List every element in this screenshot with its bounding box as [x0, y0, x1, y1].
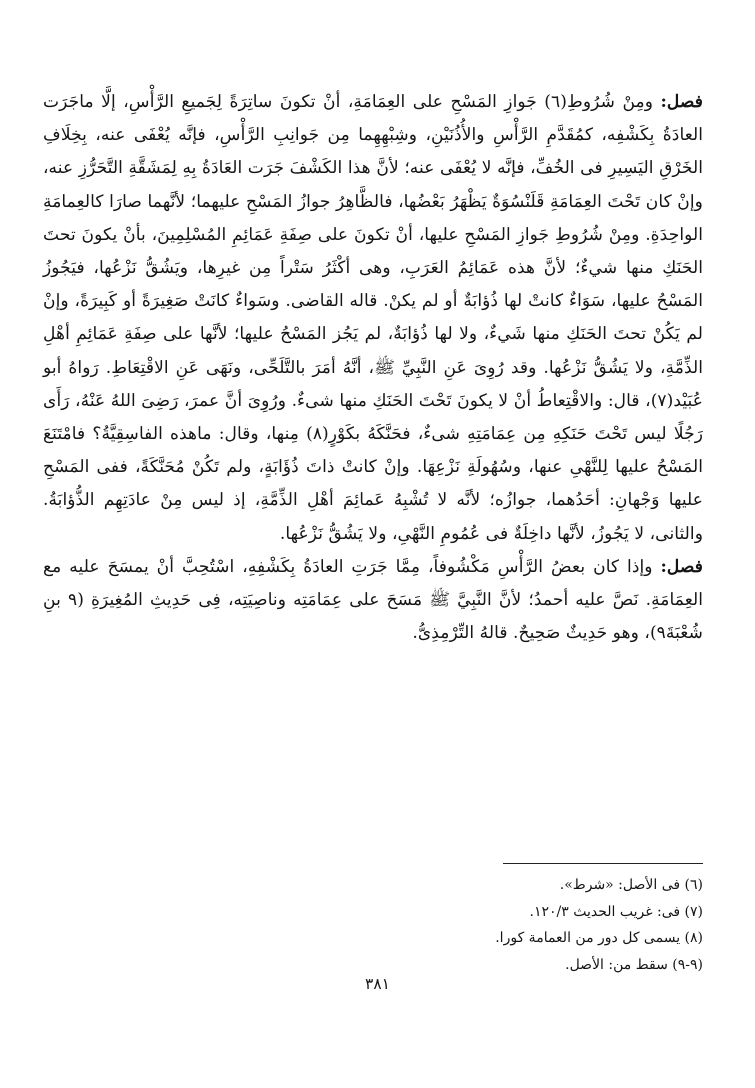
paragraph-text: ومِنْ شُرُوطِ(٦) جَوازِ المَسْحِ على العِمَامَةِ، أنْ تكونَ ساتِرَةً لِجَميعِ الرَّأْسِ، إلَّا ماجَرَت العادَةُ بِكَشْفِه، كمُقَدَّمِ الرَّأْسِ والأُذُنَيْنِ، وشِبْهِهِما مِن جَوانِبِ الرَّأْسِ، فإنَّه يُعْفَى عنه، بِخِلَافِ الخَرْقِ اليَسِيرِ فى الخُفِّ، فإنَّه لا يُعْفَى عنه؛ لأنَّ هذا الكَشْفَ جَرَت العَادَةُ بِهِ لِمَشَقَّةِ التَّحَرُّزِ عنه، وإنْ كان تَحْتَ العِمَامَةِ قَلَنْسُوَةٌ يَظْهَرُ بَعْضُها، فالظَّاهِرُ جوازُ المَسْحِ عليهما؛ لأنَّهما صارَا كالعِمامَةِ الواحِدَةِ. ومِنْ شُرُوطِ جَوازِ المَسْحِ عليها، أنْ تكونَ على صِفَةِ عَمَائِمِ المُسْلِمِينَ، بأنْ يكونَ تحتَ الحَنَكِ منها شيءٌ؛ لأنَّ هذه عَمَائِمُ العَرَبِ، وهى أكْثَرُ سَتْراً مِن غيرِها، ويَشُقُّ نَزْعُها، فيَجُوزُ المَسْحُ عليها، سَوَاءٌ كانتْ لها ذُؤابَةٌ أو لم يكنْ. قاله القاضى. وسَواءٌ كانَتْ صَغِيرَةً أو كَبِيرَةً، وإنْ لم يَكُنْ تحتَ الحَنَكِ منها شَيءٌ، ولا لها ذُؤابَةٌ، لم يَجُز المَسْحُ عليها؛ لأنَّها على صِفَةِ عَمَائِمِ أهْلِ الذِّمَّةِ، ولا يَشُقُّ نَزْعُها. وقد رُوِىَ عَنِ النَّبِيِّ ﷺ، أنَّهُ أمَرَ بالتَّلَحِّى، ونَهَى عَنِ الاقْتِعَاطِ. رَواهُ أبو عُبَيْد(٧)، قال: والاقْتِعاطُ أنْ لا يكونَ تَحْتَ الحَنَكِ منها شىءٌ. ورُوِىَ أنَّ عمرَ، رَضِىَ اللهُ عَنْهُ، رَأَى رَجُلًا ليس تَحْتَ حَنَكِهِ مِن عِمَامَتِهِ شىءٌ، فحَنَّكَهُ بكَوْرٍ(٨) مِنها، وقال: ماهذه الفاسِقِيَّةُ؟ فامْتَنَعَ المَسْحُ عليها لِلنَّهْىِ عنها، وسُهُولَةِ نَزْعِهَا. وإنْ كانتْ ذاتَ ذُؤَابَةٍ، ولم تَكُنْ مُحَنَّكَةً، ففى المَسْحِ عليها وَجْهانِ: أحَدُهما، جوازُه؛ لأنَّه لا تُشْبِهُ عَمائِمَ أهْلِ الذِّمَّةِ، إذ ليس مِنْ عادَتِهِم الذُّؤابَةُ. والثانى، لا يَجُوزُ، لأنَّها داخِلَةٌ فى عُمُومِ النَّهْىِ، ولا يَشُقُّ نَزْعُها.: [43, 92, 703, 544]
section-label: فصل:: [660, 92, 704, 112]
paragraph-1: [43, 86, 703, 551]
paragraph-text: وإذا كان بعضُ الرَّأْسِ مَكْشُوفاً، مِمَّا جَرَتِ العادَةُ بِكَشْفِهِ، اسْتُحِبَّ أنْ يمسَحَ عليه مع العِمَامَةِ. نَصَّ عليه أحمدُ؛ لأنَّ النَّبِيَّ ﷺ مَسَحَ على عِمَامَتِه وناصِيَتِه، فِى حَدِيثِ المُغِيرَةِ (٩ بنِ شُعْبَةَ٩)، وهو حَدِيثٌ صَحِيحٌ. قالهُ التِّرْمِذِىُّ.: [43, 556, 703, 644]
section-label: فصل:: [660, 556, 703, 577]
footnotes: [43, 872, 703, 978]
footnote-divider: [503, 863, 703, 864]
footnote: (٧) فى: غريب الحديث ١٢٠/٣.: [529, 903, 703, 920]
paragraph-2: [43, 551, 703, 651]
footnote: (٦) فى الأصل: «شرط».: [559, 877, 703, 893]
footnote: (٩-٩) سقط من: الأصل.: [565, 956, 703, 973]
page-number: ٣٨١: [365, 975, 390, 993]
main-text: [43, 86, 703, 650]
footnote: (٨) يسمى كل دور من العمامة كورا.: [495, 930, 703, 946]
